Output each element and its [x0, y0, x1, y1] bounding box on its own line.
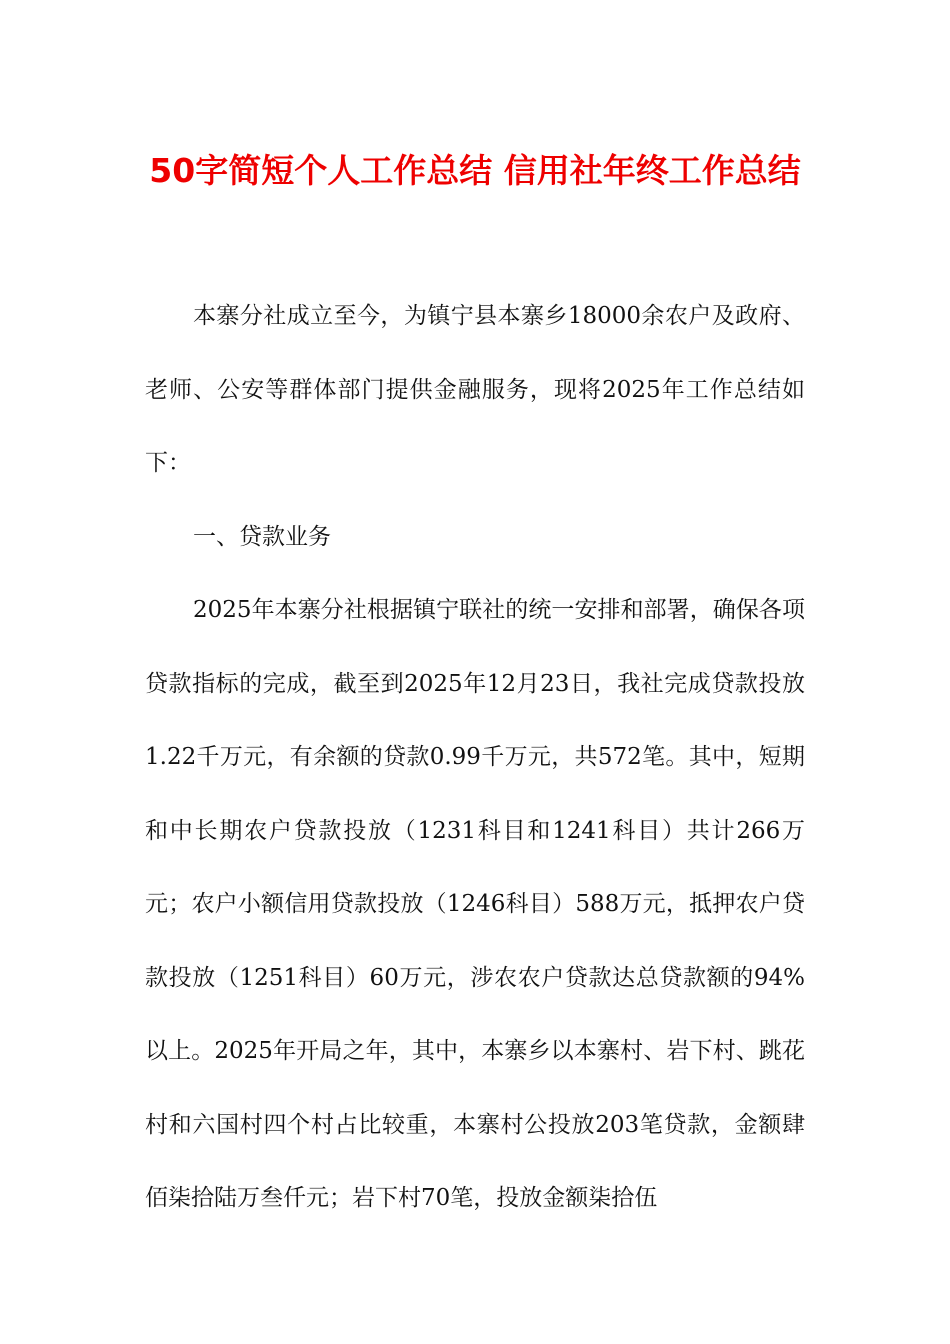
document-body	[145, 280, 805, 1236]
paragraph-intro: 本寨分社成立至今，为镇宁县本寨乡18000余农户及政府、老师、公安等群体部门提供金融服务，现将2025年工作总结如下：	[145, 303, 805, 476]
paragraph-loans: 2025年本寨分社根据镇宁联社的统一安排和部署，确保各项贷款指标的完成，截至到2025年12月23日，我社完成贷款投放1.22千万元，有余额的贷款0.99千万元，共572笔。其中，短期和中长期农户贷款投放（1231科目和1241科目）共计266万元；农户小额信用贷款投放（1246科目）588万元，抵押农户贷款投放（1251科目）60万元，涉农农户贷款达总贷款额的94%以上。2025年开局之年，其中，本寨乡以本寨村、岩下村、跳花村和六国村四个村占比较重，本寨村公投放203笔贷款，金额肆佰柒拾陆万叁仟元；岩下村70笔，投放金额柒拾伍	[145, 597, 805, 1211]
section-heading-loans: 一、贷款业务	[193, 523, 331, 550]
document-title: 50字简短个人工作总结 信用社年终工作总结	[149, 151, 801, 190]
